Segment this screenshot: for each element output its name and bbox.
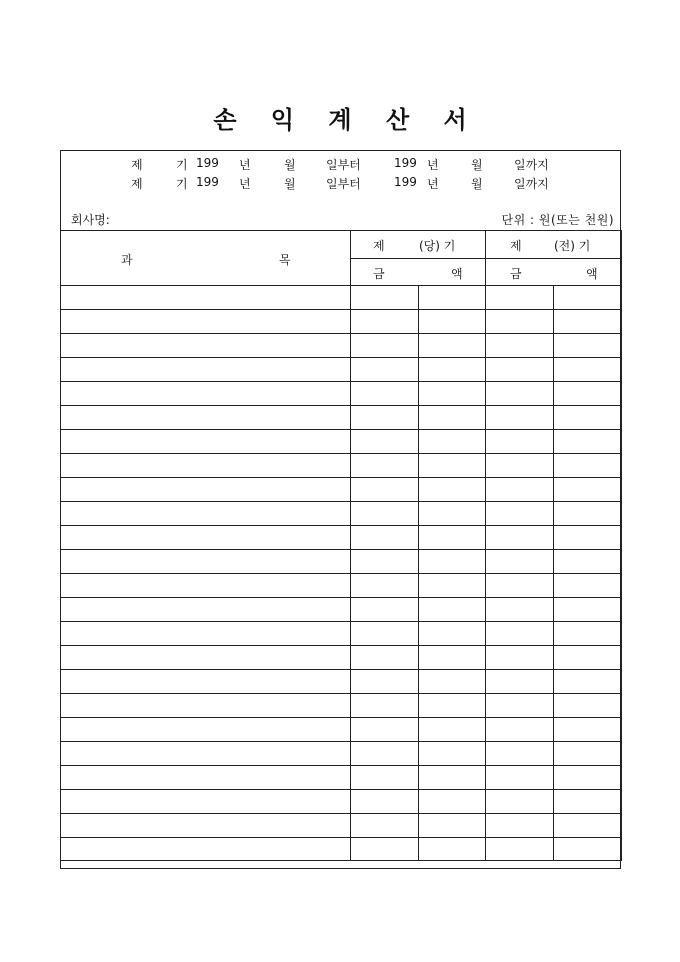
period-row-current (61, 153, 620, 173)
table-row (61, 790, 622, 814)
statement-table (60, 230, 622, 861)
previous-label: (전) 기 (554, 239, 591, 254)
previous-amount-cell-a[interactable] (486, 286, 554, 310)
previous-amount-cell-b[interactable] (554, 598, 622, 622)
current-amount-cell-b[interactable] (419, 598, 486, 622)
previous-amount-cell-a[interactable] (486, 502, 554, 526)
current-amount-cell-a[interactable] (351, 766, 419, 790)
table-row (61, 310, 622, 334)
previous-amount-cell-b[interactable] (554, 742, 622, 766)
previous-amount-cell-a[interactable] (486, 766, 554, 790)
title-char: 서 (443, 105, 467, 134)
period-to: 일까지 (514, 177, 549, 191)
subject-cell[interactable] (61, 718, 351, 742)
previous-amount-cell-a[interactable] (486, 670, 554, 694)
subject-cell[interactable] (61, 598, 351, 622)
current-amount-cell-a[interactable] (351, 598, 419, 622)
current-amount-cell-b[interactable] (419, 646, 486, 670)
period-year: 199 (196, 175, 219, 189)
period-year: 199 (196, 156, 219, 170)
current-amount-cell-a[interactable] (351, 334, 419, 358)
amount-char-b: 액 (451, 266, 463, 281)
document-title (0, 100, 680, 134)
previous-amount-cell-b[interactable] (554, 382, 622, 406)
previous-amount-cell-b[interactable] (554, 406, 622, 430)
previous-amount-cell-b[interactable] (554, 694, 622, 718)
previous-amount-cell-a[interactable] (486, 526, 554, 550)
period-nyeon-end: 년 (427, 158, 439, 172)
table-row (61, 382, 622, 406)
period-to: 일까지 (514, 158, 549, 172)
table-row (61, 454, 622, 478)
subject-cell[interactable] (61, 286, 351, 310)
previous-amount-cell-a[interactable] (486, 454, 554, 478)
period-nyeon: 년 (239, 158, 251, 172)
period-je: 제 (131, 177, 143, 191)
subject-cell[interactable] (61, 310, 351, 334)
current-amount-cell-a[interactable] (351, 574, 419, 598)
current-amount-cell-b[interactable] (419, 814, 486, 838)
table-row (61, 598, 622, 622)
unit-label: 단위 : 원(또는 천원) (501, 213, 614, 227)
current-amount-cell-a[interactable] (351, 550, 419, 574)
previous-amount-cell-b[interactable] (554, 358, 622, 382)
current-amount-cell-b[interactable] (419, 478, 486, 502)
subject-cell[interactable] (61, 766, 351, 790)
subject-cell[interactable] (61, 334, 351, 358)
current-amount-cell-b[interactable] (419, 790, 486, 814)
table-row (61, 334, 622, 358)
current-amount-cell-b[interactable] (419, 430, 486, 454)
period-wol-end: 월 (471, 158, 483, 172)
subject-cell[interactable] (61, 358, 351, 382)
subject-char-a: 과 (121, 253, 133, 267)
title-char: 손 (213, 105, 237, 134)
current-amount-cell-b[interactable] (419, 670, 486, 694)
period-je: 제 (131, 158, 143, 172)
current-amount-cell-a[interactable] (351, 814, 419, 838)
previous-amount-cell-a[interactable] (486, 838, 554, 861)
previous-amount-cell-b[interactable] (554, 286, 622, 310)
current-amount-cell-b[interactable] (419, 526, 486, 550)
table-row (61, 406, 622, 430)
table-row (61, 718, 622, 742)
previous-amount-cell-a[interactable] (486, 358, 554, 382)
previous-amount-cell-a[interactable] (486, 742, 554, 766)
current-amount-cell-a[interactable] (351, 718, 419, 742)
previous-amount-cell-a[interactable] (486, 334, 554, 358)
period-gi: 기 (176, 177, 188, 191)
income-statement-form (60, 150, 621, 869)
current-amount-cell-b[interactable] (419, 550, 486, 574)
period-wol: 월 (284, 158, 296, 172)
period-from: 일부터 (326, 158, 361, 172)
previous-amount-cell-a[interactable] (486, 718, 554, 742)
previous-amount-cell-a[interactable] (486, 790, 554, 814)
current-amount-cell-b[interactable] (419, 286, 486, 310)
table-row (61, 742, 622, 766)
current-amount-cell-a[interactable] (351, 502, 419, 526)
title-char: 산 (385, 105, 410, 134)
current-amount-cell-a[interactable] (351, 310, 419, 334)
current-amount-cell-b[interactable] (419, 694, 486, 718)
previous-amount-cell-b[interactable] (554, 766, 622, 790)
previous-amount-cell-a[interactable] (486, 646, 554, 670)
period-gi: 기 (176, 158, 188, 172)
table-row (61, 622, 622, 646)
current-amount-cell-b[interactable] (419, 622, 486, 646)
table-row (61, 430, 622, 454)
current-amount-cell-b[interactable] (419, 358, 486, 382)
subject-cell[interactable] (61, 838, 351, 861)
subject-cell[interactable] (61, 742, 351, 766)
amount-char-a: 금 (373, 266, 385, 281)
period-nyeon-end: 년 (427, 177, 439, 191)
current-amount-cell-b[interactable] (419, 382, 486, 406)
current-amount-cell-a[interactable] (351, 622, 419, 646)
previous-amount-cell-a[interactable] (486, 310, 554, 334)
current-amount-cell-a[interactable] (351, 286, 419, 310)
current-amount-cell-a[interactable] (351, 454, 419, 478)
current-amount-cell-a[interactable] (351, 790, 419, 814)
subject-cell[interactable] (61, 382, 351, 406)
table-row (61, 478, 622, 502)
previous-amount-cell-b[interactable] (554, 646, 622, 670)
subject-cell[interactable] (61, 550, 351, 574)
current-amount-cell-b[interactable] (419, 502, 486, 526)
subject-cell[interactable] (61, 622, 351, 646)
subject-cell[interactable] (61, 502, 351, 526)
subject-cell[interactable] (61, 406, 351, 430)
current-amount-cell-b[interactable] (419, 718, 486, 742)
subject-cell[interactable] (61, 454, 351, 478)
current-amount-cell-a[interactable] (351, 526, 419, 550)
subject-cell[interactable] (61, 526, 351, 550)
current-amount-cell-b[interactable] (419, 454, 486, 478)
current-amount-cell-b[interactable] (419, 574, 486, 598)
subject-cell[interactable] (61, 670, 351, 694)
current-amount-cell-b[interactable] (419, 310, 486, 334)
previous-amount-cell-b[interactable] (554, 574, 622, 598)
previous-amount-cell-b[interactable] (554, 502, 622, 526)
amount-char-a: 금 (510, 266, 522, 281)
subject-cell[interactable] (61, 646, 351, 670)
amount-char-b: 액 (586, 266, 598, 281)
previous-amount-cell-b[interactable] (554, 622, 622, 646)
previous-amount-cell-b[interactable] (554, 670, 622, 694)
subject-header (61, 231, 351, 286)
current-je: 제 (373, 239, 385, 254)
previous-amount-cell-a[interactable] (486, 574, 554, 598)
title-char: 익 (270, 105, 295, 134)
subject-cell[interactable] (61, 574, 351, 598)
current-amount-cell-a[interactable] (351, 694, 419, 718)
previous-amount-cell-b[interactable] (554, 310, 622, 334)
period-year-end: 199 (394, 156, 417, 170)
previous-amount-cell-b[interactable] (554, 550, 622, 574)
current-label: (당) 기 (419, 239, 456, 254)
previous-amount-cell-a[interactable] (486, 406, 554, 430)
previous-amount-cell-b[interactable] (554, 526, 622, 550)
current-amount-cell-a[interactable] (351, 646, 419, 670)
current-amount-cell-a[interactable] (351, 382, 419, 406)
current-amount-cell-b[interactable] (419, 334, 486, 358)
current-amount-cell-a[interactable] (351, 478, 419, 502)
previous-amount-cell-a[interactable] (486, 382, 554, 406)
subject-char-b: 목 (279, 253, 291, 267)
company-name-label: 회사명: (71, 213, 110, 227)
previous-amount-cell-a[interactable] (486, 622, 554, 646)
current-amount-cell-b[interactable] (419, 406, 486, 430)
subject-cell[interactable] (61, 814, 351, 838)
current-amount-cell-a[interactable] (351, 358, 419, 382)
table-row (61, 694, 622, 718)
title-char: 계 (328, 105, 352, 134)
subject-cell[interactable] (61, 478, 351, 502)
period-nyeon: 년 (239, 177, 251, 191)
table-row (61, 838, 622, 861)
table-row (61, 574, 622, 598)
previous-amount-cell-b[interactable] (554, 454, 622, 478)
statement-rows (61, 286, 622, 861)
period-wol: 월 (284, 177, 296, 191)
current-amount-cell-a[interactable] (351, 430, 419, 454)
previous-amount-header (486, 258, 622, 286)
current-amount-header (351, 258, 486, 286)
previous-amount-cell-b[interactable] (554, 334, 622, 358)
previous-amount-cell-b[interactable] (554, 838, 622, 861)
current-amount-cell-a[interactable] (351, 742, 419, 766)
previous-amount-cell-a[interactable] (486, 430, 554, 454)
subject-cell[interactable] (61, 430, 351, 454)
table-row (61, 502, 622, 526)
previous-amount-cell-a[interactable] (486, 598, 554, 622)
previous-amount-cell-b[interactable] (554, 814, 622, 838)
table-row (61, 766, 622, 790)
previous-amount-cell-b[interactable] (554, 718, 622, 742)
period-from: 일부터 (326, 177, 361, 191)
previous-amount-cell-b[interactable] (554, 478, 622, 502)
current-period-header (351, 231, 486, 259)
previous-period-header (486, 231, 622, 259)
previous-amount-cell-a[interactable] (486, 814, 554, 838)
table-row (61, 814, 622, 838)
previous-amount-cell-a[interactable] (486, 550, 554, 574)
current-amount-cell-a[interactable] (351, 838, 419, 861)
period-row-previous (61, 172, 620, 192)
table-row (61, 670, 622, 694)
previous-amount-cell-a[interactable] (486, 694, 554, 718)
table-row (61, 646, 622, 670)
previous-amount-cell-a[interactable] (486, 478, 554, 502)
current-amount-cell-b[interactable] (419, 766, 486, 790)
current-amount-cell-a[interactable] (351, 670, 419, 694)
previous-amount-cell-b[interactable] (554, 430, 622, 454)
current-amount-cell-b[interactable] (419, 742, 486, 766)
subject-cell[interactable] (61, 790, 351, 814)
table-row (61, 550, 622, 574)
previous-je: 제 (510, 239, 522, 254)
previous-amount-cell-b[interactable] (554, 790, 622, 814)
table-row (61, 526, 622, 550)
current-amount-cell-b[interactable] (419, 838, 486, 861)
table-row (61, 358, 622, 382)
table-row (61, 286, 622, 310)
subject-cell[interactable] (61, 694, 351, 718)
current-amount-cell-a[interactable] (351, 406, 419, 430)
period-wol-end: 월 (471, 177, 483, 191)
period-year-end: 199 (394, 175, 417, 189)
